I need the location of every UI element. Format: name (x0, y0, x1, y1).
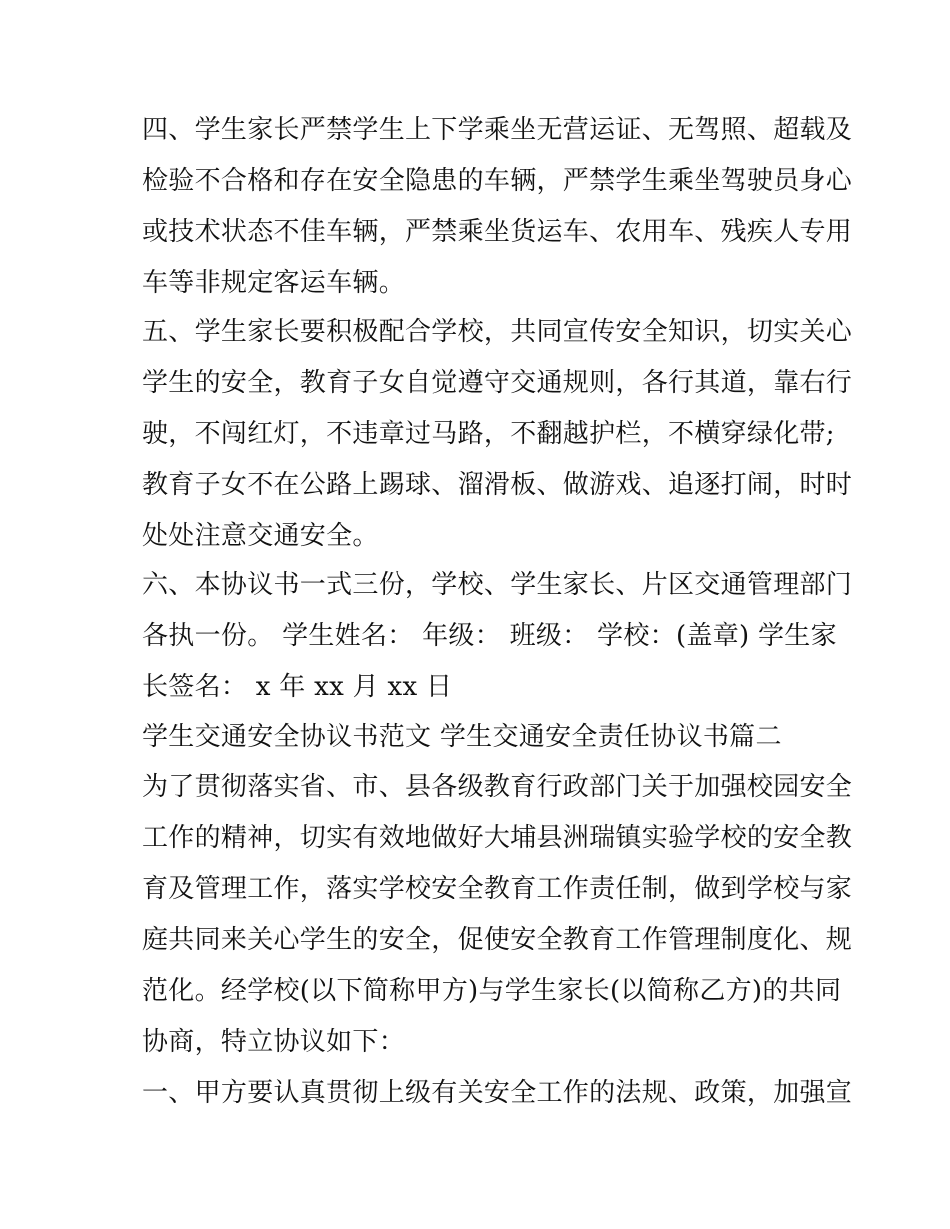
text-line: 育及管理工作，落实学校安全教育工作责任制，做到学校与家 (142, 874, 853, 904)
text-line: 长签名： x 年 xx 月 xx 日 (142, 672, 453, 702)
section-heading: 学生交通安全协议书范文 学生交通安全责任协议书篇二 (142, 722, 782, 752)
text-line: 检验不合格和存在安全隐患的车辆，严禁学生乘坐驾驶员身心 (142, 166, 853, 196)
text-line: 五、学生家长要积极配合学校，共同宣传安全知识，切实关心 (142, 317, 853, 347)
text-line: 为了贯彻落实省、市、县各级教育行政部门关于加强校园安全 (142, 772, 853, 802)
text-line: 协商，特立协议如下： (142, 1027, 406, 1057)
text-line: 四、学生家长严禁学生上下学乘坐无营运证、无驾照、超载及 (142, 115, 853, 145)
text-line: 各执一份。 学生姓名： 年级： 班级： 学校：(盖章) 学生家 (142, 621, 837, 651)
text-line: 驶，不闯红灯，不违章过马路，不翻越护栏，不横穿绿化带; (142, 419, 835, 449)
text-line: 范化。经学校(以下简称甲方)与学生家长(以简称乙方)的共同 (142, 976, 842, 1006)
text-line: 学生的安全，教育子女自觉遵守交通规则，各行其道，靠右行 (142, 368, 853, 398)
text-line: 一、甲方要认真贯彻上级有关安全工作的法规、政策，加强宣 (142, 1078, 853, 1108)
text-line: 庭共同来关心学生的安全，促使安全教育工作管理制度化、规 (142, 925, 853, 955)
text-line: 处处注意交通安全。 (142, 521, 379, 551)
text-line: 工作的精神，切实有效地做好大埔县洲瑞镇实验学校的安全教 (142, 823, 853, 853)
text-line: 或技术状态不佳车辆，严禁乘坐货运车、农用车、残疾人专用 (142, 217, 853, 247)
text-line: 教育子女不在公路上踢球、溜滑板、做游戏、追逐打闹，时时 (142, 470, 853, 500)
text-line: 六、本协议书一式三份，学校、学生家长、片区交通管理部门 (142, 570, 853, 600)
text-line: 车等非规定客运车辆。 (142, 268, 406, 298)
